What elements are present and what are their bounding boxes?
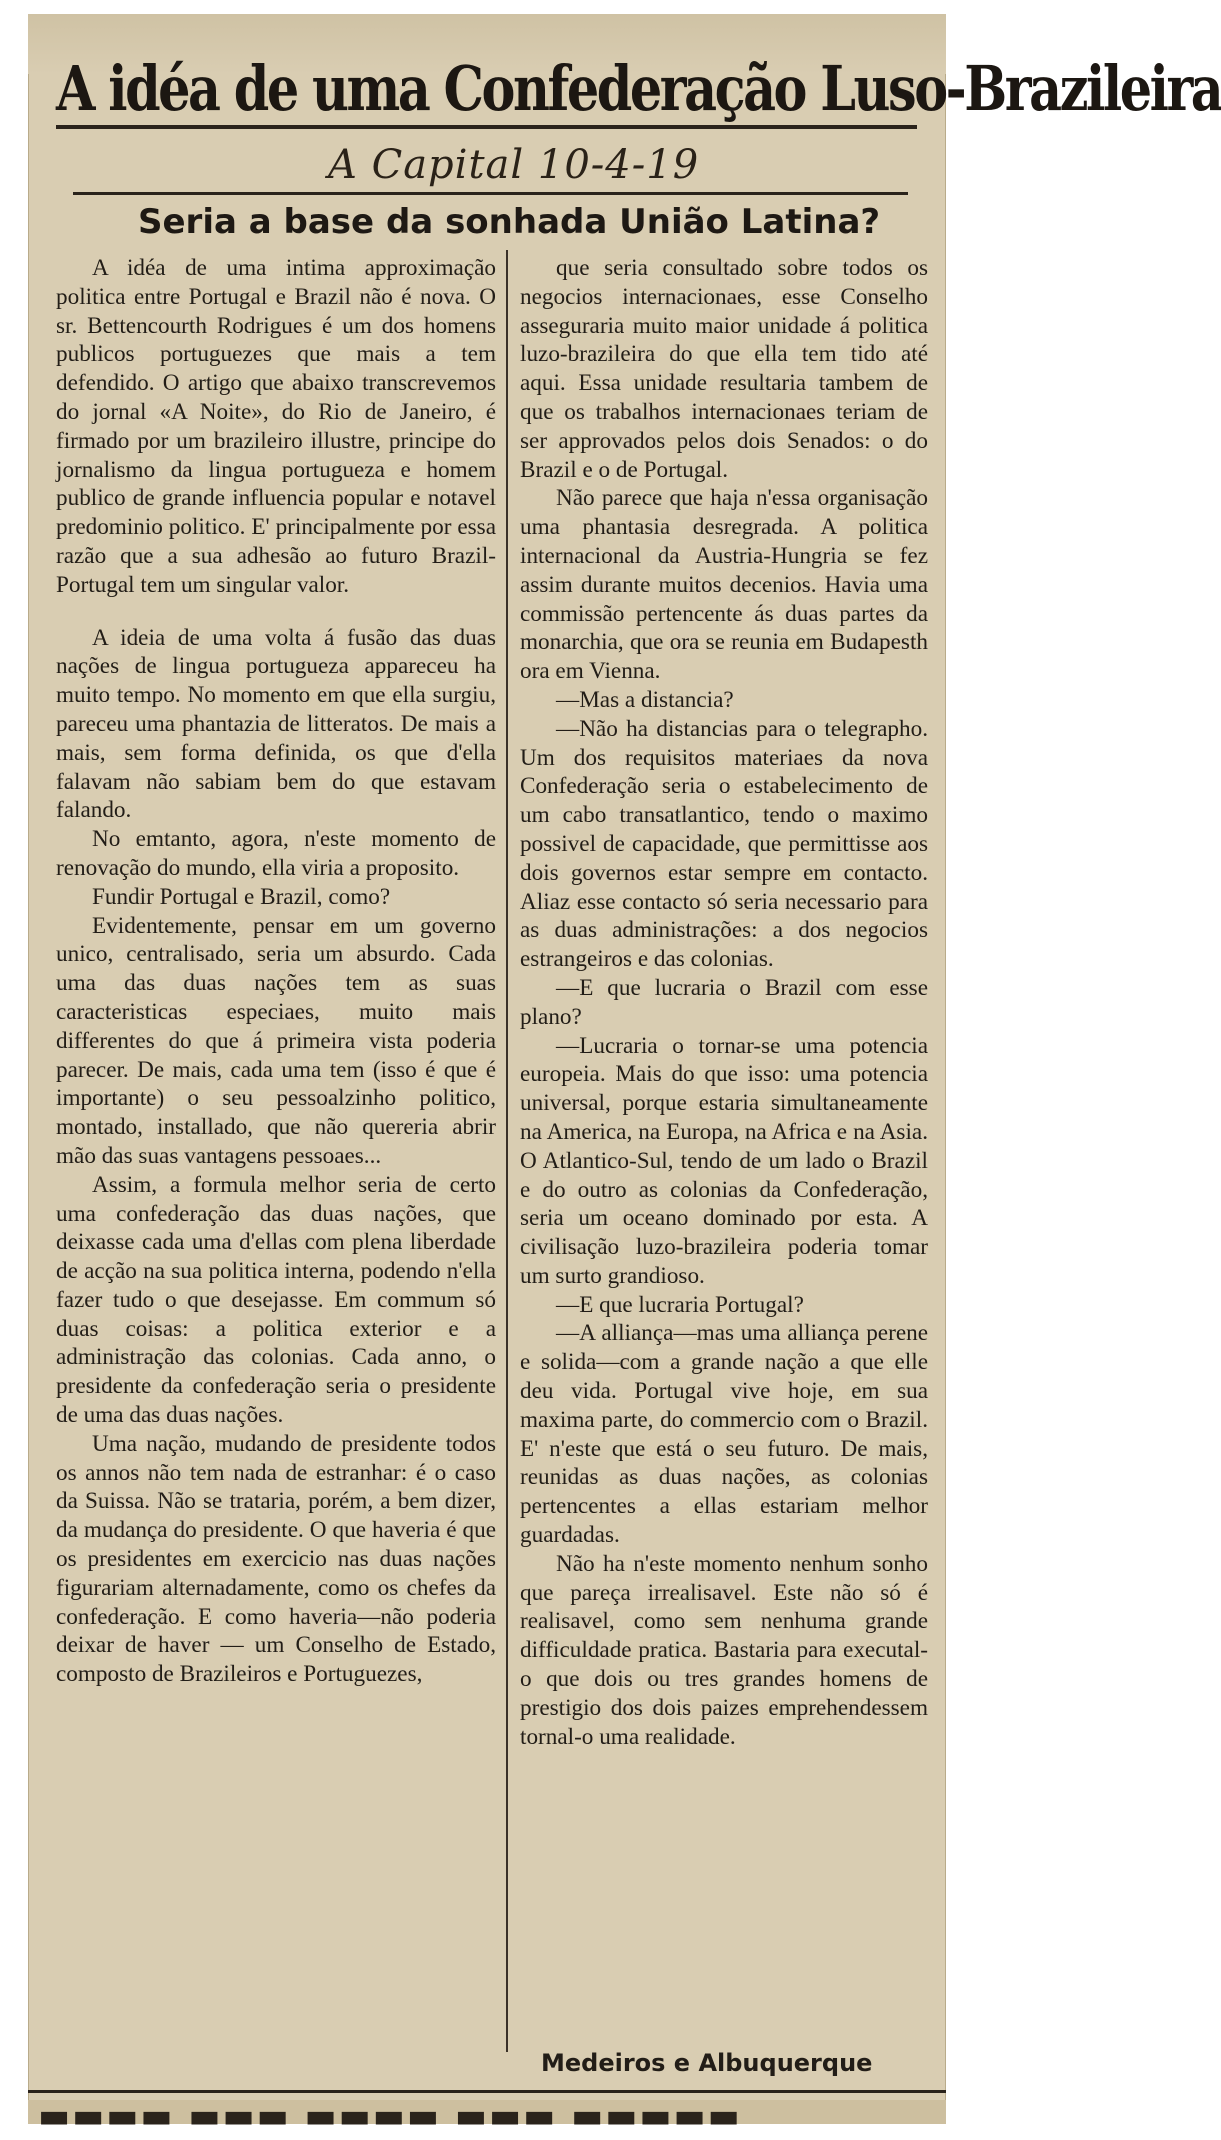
headline: A idéa de uma Confederação Luso-Brazileira xyxy=(56,52,917,129)
footer-rule xyxy=(28,2090,946,2093)
cut-off-text-strip: ▬▬▬▬ ▬▬▬ ▬▬▬▬ ▬▬▬ ▬▬▬▬▬ xyxy=(28,2100,946,2124)
paragraph: que seria consultado sobre todos os negocios internacionaes, esse Conselho asseguraria muito maior unidade á politica luzo-brazileira do que ella tem tido até aqui. Essa unidade resultaria tambem de que os trabalhos internacionaes teriam de ser approvados pelos dois Senados: o do Brazil e o de Portugal. xyxy=(520,255,928,483)
paragraph: Evidentemente, pensar em um governo unico, centralisado, seria um absurdo. Cada uma das duas nações tem as suas caracteristicas especiaes, muito mais differentes do que á primeira vista poderia parecer. De mais, cada uma tem (isso é que é importante) o seu pessoalzinho politico, montado, installado, que não quereria abrir mão das suas vantagens pessoaes... xyxy=(56,912,496,1169)
paragraph: —Não ha distancias para o telegrapho. Um dos requisitos materiaes da nova Confederação seria o estabelecimento de um cabo transatlantico, tendo o maximo possivel de capacidade, que permittisse aos dois governos estar sempre em contacto. Aliaz esse contacto só seria necessario para as duas administrações: a dos negocios estrangeiros e das colonias. xyxy=(520,715,928,973)
right-column xyxy=(520,254,928,1751)
author-signature: Medeiros e Albuquerque xyxy=(541,2049,873,2077)
paragraph: —A alliança—mas uma alliança perene e solida—com a grande nação a que elle deu vida. Portugal vive hoje, em sua maxima parte, do commercio com o Brazil. E' n'este que está o seu futuro. De mais, reunidas as duas nações, as colonias pertencentes a ellas estariam melhor guardadas. xyxy=(520,1320,928,1549)
paragraph: Não parece que haja n'essa organisação uma phantasia desregrada. A politica internacional da Austria-Hungria se fez assim durante muitos decenios. Havia uma commissão pertencente ás duas partes da monarchia, que ora se reunia em Budapesth ora em Vienna. xyxy=(520,485,928,685)
paragraph: Uma nação, mudando de presidente todos os annos não tem nada de estranhar: é o caso da Suissa. Não se trataria, porém, a bem dizer, da mudança do presidente. O que haveria é que os presidentes em exercicio nas duas nações figurariam alternadamente, como os chefes da confederação. E como haveria—não poderia deixar de haver — um Conselho de Estado, composto de Brazileiros e Portuguezes, xyxy=(56,1430,496,1688)
paragraph: —Lucraria o tornar-se uma potencia europeia. Mais do que isso: uma potencia universal, porque estaria simultaneamente na America, na Europa, na Africa e na Asia. O Atlantico-Sul, tendo de um lado o Brazil e do outro as colonias da Confederação, seria um oceano dominado por esta. A civilisação luzo-brazileira poderia tomar um surto grandioso. xyxy=(520,1032,928,1289)
header-rule xyxy=(73,192,908,195)
paragraph: Não ha n'este momento nenhum sonho que pareça irrealisavel. Este não só é realisavel, como sem nenhuma grande difficuldade pratica. Bastaria para executal-o que dois ou tres grandes homens de prestigio dos dois paizes emprehendessem tornal-o uma realidade. xyxy=(520,1550,928,1750)
paragraph: —E que lucraria o Brazil com esse plano? xyxy=(520,974,928,1030)
handwritten-note: A Capital 10-4-19 xyxy=(328,142,700,188)
paragraph: Fundir Portugal e Brazil, como? xyxy=(92,883,391,910)
paragraph: No emtanto, agora, n'este momento de renovação do mundo, ella viria a proposito. xyxy=(56,826,496,881)
paragraph: A idéa de uma intima approximação politica entre Portugal e Brazil não é nova. O sr. Bettencourth Rodrigues é um dos homens publicos portuguezes que mais a tem defendido. O artigo que abaixo transcrevemos do jornal «A Noite», do Rio de Janeiro, é firmado por um brazileiro illustre, principe do jornalismo da lingua portugueza e homem publico de grande influencia popular e notavel predominio politico. E' principalmente por essa razão que a sua adhesão ao futuro Brazil-Portugal tem um singular valor. xyxy=(56,255,496,598)
left-column xyxy=(56,254,496,1689)
paragraph: A ideia de uma volta á fusão das duas nações de lingua portugueza appareceu ha muito tempo. No momento em que ella surgiu, pareceu uma phantazia de litteratos. De mais a mais, sem forma definida, os que d'ella falavam não sabiam bem do que estavam falando. xyxy=(56,624,496,824)
paragraph: Assim, a formula melhor seria de certo uma confederação das duas nações, que deixasse cada uma d'ellas com plena liberdade de acção na sua politica interna, podendo n'ella fazer tudo o que desejasse. Em commum só duas coisas: a politica exterior e a administração das colonias. Cada anno, o presidente da confederação seria o presidente de uma das duas nações. xyxy=(56,1171,496,1429)
column-divider xyxy=(506,250,508,2052)
newspaper-clipping xyxy=(28,14,1221,2136)
subheadline: Seria a base da sonhada União Latina? xyxy=(138,202,881,242)
paragraph: —E que lucraria Portugal? xyxy=(556,1291,804,1318)
paragraph: —Mas a distancia? xyxy=(556,686,734,713)
